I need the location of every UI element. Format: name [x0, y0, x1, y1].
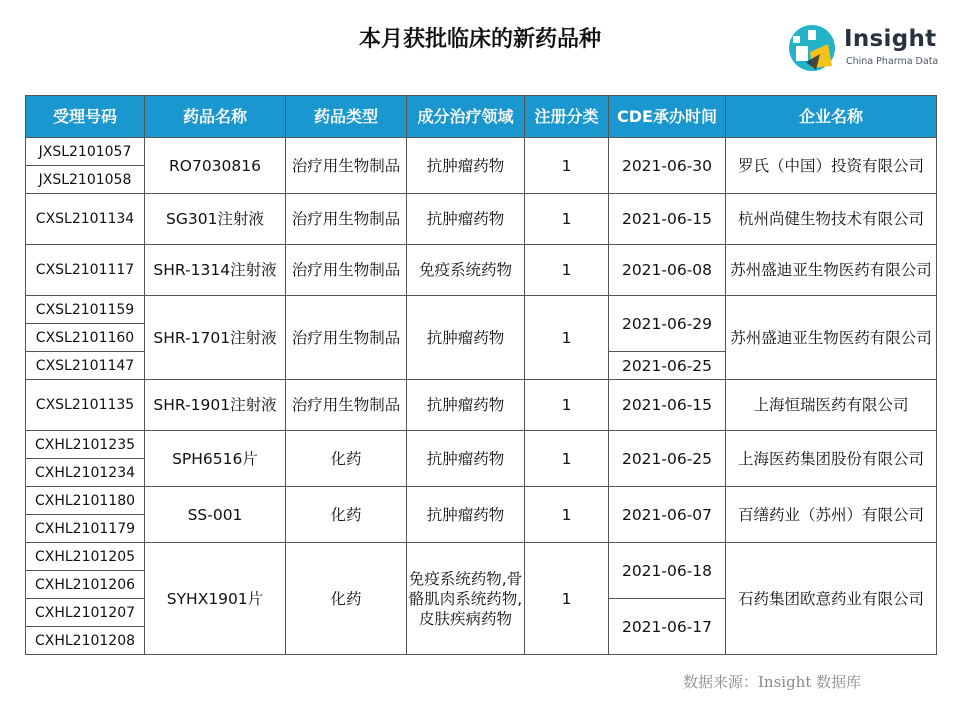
drug-type-cell: 化药: [286, 487, 407, 543]
drug-type-cell: 化药: [286, 543, 407, 655]
company-cell: 杭州尚健生物技术有限公司: [726, 194, 937, 245]
logo-wordmark: Insight: [844, 26, 937, 52]
accept-number-cell: CXHL2101206: [26, 571, 145, 599]
therapeutic-area-cell: 抗肿瘤药物: [407, 380, 525, 431]
accept-number-cell: CXSL2101135: [26, 380, 145, 431]
company-cell: 上海医药集团股份有限公司: [726, 431, 937, 487]
company-cell: 石药集团欧意药业有限公司: [726, 543, 937, 655]
insight-logo: [786, 20, 946, 76]
registration-class-cell: 1: [525, 380, 609, 431]
cde-date-cell: 2021-06-25: [609, 431, 726, 487]
cde-date-cell: 2021-06-25: [609, 352, 726, 380]
cde-date-cell: 2021-06-29: [609, 296, 726, 352]
header-company: 企业名称: [726, 96, 937, 138]
registration-class-cell: 1: [525, 543, 609, 655]
logo-tagline: China Pharma Data: [846, 56, 939, 67]
drug-name-cell: SHR-1701注射液: [145, 296, 286, 380]
cde-date-cell: 2021-06-17: [609, 599, 726, 655]
header-accept-no: 受理号码: [26, 96, 145, 138]
data-source-note: 数据来源：Insight 数据库: [683, 673, 862, 691]
accept-number-cell: CXSL2101159: [26, 296, 145, 324]
table-row: [26, 487, 937, 515]
therapeutic-area-cell: 免疫系统药物: [407, 245, 525, 296]
therapeutic-area-cell: 抗肿瘤药物: [407, 431, 525, 487]
drug-approval-table: [25, 95, 937, 655]
accept-number-cell: CXSL2101117: [26, 245, 145, 296]
accept-number-cell: CXHL2101235: [26, 431, 145, 459]
registration-class-cell: 1: [525, 138, 609, 194]
accept-number-cell: JXSL2101057: [26, 138, 145, 166]
company-cell: 上海恒瑞医药有限公司: [726, 380, 937, 431]
drug-name-cell: RO7030816: [145, 138, 286, 194]
table-row: [26, 194, 937, 245]
registration-class-cell: 1: [525, 431, 609, 487]
therapeutic-area-cell: 抗肿瘤药物: [407, 296, 525, 380]
company-cell: 百缮药业（苏州）有限公司: [726, 487, 937, 543]
accept-number-cell: JXSL2101058: [26, 166, 145, 194]
accept-number-cell: CXHL2101179: [26, 515, 145, 543]
accept-number-cell: CXHL2101207: [26, 599, 145, 627]
cde-date-cell: 2021-06-15: [609, 380, 726, 431]
therapeutic-area-cell: 抗肿瘤药物: [407, 487, 525, 543]
header-therapeutic-area: 成分治疗领域: [407, 96, 525, 138]
header-cde-date: CDE承办时间: [609, 96, 726, 138]
table-row: [26, 431, 937, 459]
accept-number-cell: CXHL2101234: [26, 459, 145, 487]
table-row: [26, 245, 937, 296]
cde-date-cell: 2021-06-08: [609, 245, 726, 296]
registration-class-cell: 1: [525, 245, 609, 296]
drug-name-cell: SHR-1901注射液: [145, 380, 286, 431]
therapeutic-area-cell: 抗肿瘤药物: [407, 138, 525, 194]
header-drug-name: 药品名称: [145, 96, 286, 138]
drug-type-cell: 治疗用生物制品: [286, 138, 407, 194]
table-header-row: [26, 96, 937, 138]
cde-date-cell: 2021-06-30: [609, 138, 726, 194]
company-cell: 苏州盛迪亚生物医药有限公司: [726, 245, 937, 296]
page-title: 本月获批临床的新药品种: [358, 27, 601, 52]
cde-date-cell: 2021-06-18: [609, 543, 726, 599]
table-row: [26, 138, 937, 166]
accept-number-cell: CXSL2101147: [26, 352, 145, 380]
therapeutic-area-cell: 免疫系统药物,骨骼肌肉系统药物,皮肤疾病药物: [407, 543, 525, 655]
drug-type-cell: 治疗用生物制品: [286, 380, 407, 431]
drug-type-cell: 化药: [286, 431, 407, 487]
header-registration-class: 注册分类: [525, 96, 609, 138]
table-row: [26, 296, 937, 324]
header-drug-type: 药品类型: [286, 96, 407, 138]
accept-number-cell: CXHL2101208: [26, 627, 145, 655]
company-cell: 苏州盛迪亚生物医药有限公司: [726, 296, 937, 380]
registration-class-cell: 1: [525, 296, 609, 380]
cde-date-cell: 2021-06-15: [609, 194, 726, 245]
table-row: [26, 543, 937, 571]
cde-date-cell: 2021-06-07: [609, 487, 726, 543]
registration-class-cell: 1: [525, 487, 609, 543]
company-cell: 罗氏（中国）投资有限公司: [726, 138, 937, 194]
registration-class-cell: 1: [525, 194, 609, 245]
table-row: [26, 380, 937, 431]
drug-name-cell: SPH6516片: [145, 431, 286, 487]
accept-number-cell: CXSL2101134: [26, 194, 145, 245]
accept-number-cell: CXHL2101180: [26, 487, 145, 515]
drug-type-cell: 治疗用生物制品: [286, 194, 407, 245]
drug-name-cell: SYHX1901片: [145, 543, 286, 655]
accept-number-cell: CXSL2101160: [26, 324, 145, 352]
drug-name-cell: SHR-1314注射液: [145, 245, 286, 296]
accept-number-cell: CXHL2101205: [26, 543, 145, 571]
drug-type-cell: 治疗用生物制品: [286, 296, 407, 380]
drug-name-cell: SG301注射液: [145, 194, 286, 245]
insight-logo-mark-icon: [786, 22, 838, 74]
drug-name-cell: SS-001: [145, 487, 286, 543]
therapeutic-area-cell: 抗肿瘤药物: [407, 194, 525, 245]
drug-type-cell: 治疗用生物制品: [286, 245, 407, 296]
